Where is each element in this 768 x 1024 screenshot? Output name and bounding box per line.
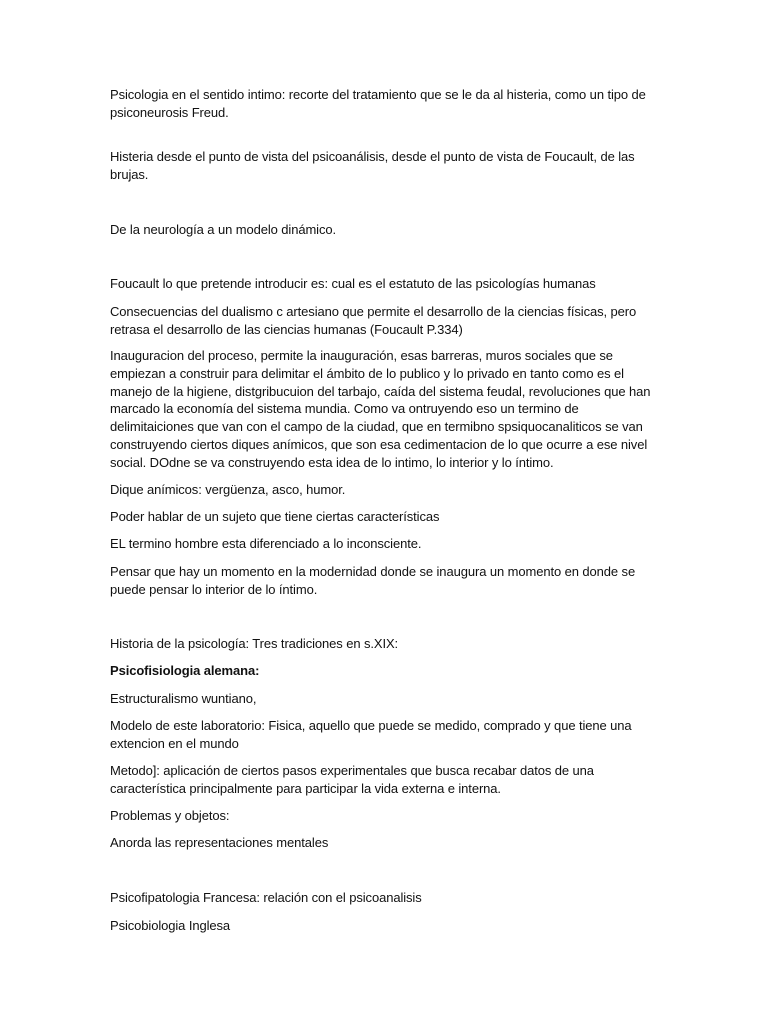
paragraph-psicobiologia: Psicobiologia Inglesa — [110, 918, 231, 933]
paragraph-sujeto: Poder hablar de un sujeto que tiene ciertas características — [110, 509, 440, 524]
paragraph-psicologia-intimo: Psicologia en el sentido intimo: recorte del tratamiento que se le da al histeria, como un tipo de psiconeurosis Freud. — [110, 87, 646, 120]
paragraph-termino-hombre: EL termino hombre esta diferenciado a lo inconsciente. — [110, 536, 422, 551]
paragraph-historia-psicologia: Historia de la psicología: Tres tradiciones en s.XIX: — [110, 636, 399, 651]
paragraph-dique-animicos: Dique anímicos: vergüenza, asco, humor. — [110, 482, 346, 497]
paragraph-problemas-objetos: Problemas y objetos: — [110, 808, 230, 823]
paragraph-modelo-laboratorio: Modelo de este laboratorio: Fisica, aquello que puede se medido, comprado y que tiene una extencion en el mundo — [110, 718, 632, 751]
paragraph-estructuralismo: Estructuralismo wuntiano, — [110, 691, 257, 706]
paragraph-neurologia: De la neurología a un modelo dinámico. — [110, 222, 337, 237]
paragraph-modernidad: Pensar que hay un momento en la modernidad donde se inaugura un momento en donde se puede pensar lo interior de lo íntimo. — [110, 564, 636, 597]
paragraph-dualismo: Consecuencias del dualismo c artesiano que permite el desarrollo de la ciencias físicas, pero retrasa el desarrollo de las ciencias humanas (Foucault P.334) — [110, 304, 637, 337]
paragraph-representaciones: Anorda las representaciones mentales — [110, 835, 329, 850]
paragraph-inauguracion: Inauguracion del proceso, permite la inauguración, esas barreras, muros sociales que se empiezan a construir para delimitar el ámbito de lo publico y lo privado en tanto como es el manejo de la higiene, distgribucuion del tarbajo, caída del sistema feudal, revoluciones que han marcado la economía del sistema mundia. Como va ontruyendo eso un termino de delimitaiciones que van con el campo de la ciudad, que en termibno spsiquocanaliticos se van construyendo ciertos diques anímicos, que son esa cedimentacion de lo que ocurre a ese nivel social. DOdne se va construyendo esta idea de lo intimo, lo interior y lo íntimo. — [110, 348, 651, 470]
paragraph-foucault-estatuto: Foucault lo que pretende introducir es: cual es el estatuto de las psicologías humanas — [110, 276, 596, 291]
paragraph-histeria: Histeria desde el punto de vista del psicoanálisis, desde el punto de vista de Foucault, de las brujas. — [110, 149, 635, 182]
paragraph-psicofipatologia: Psicofipatologia Francesa: relación con el psicoanalisis — [110, 890, 422, 905]
heading-psicofisiologia-alemana: Psicofisiologia alemana: — [110, 663, 260, 678]
paragraph-metodo: Metodo]: aplicación de ciertos pasos experimentales que busca recabar datos de una característica principalmente para participar la vida externa e interna. — [110, 763, 594, 796]
